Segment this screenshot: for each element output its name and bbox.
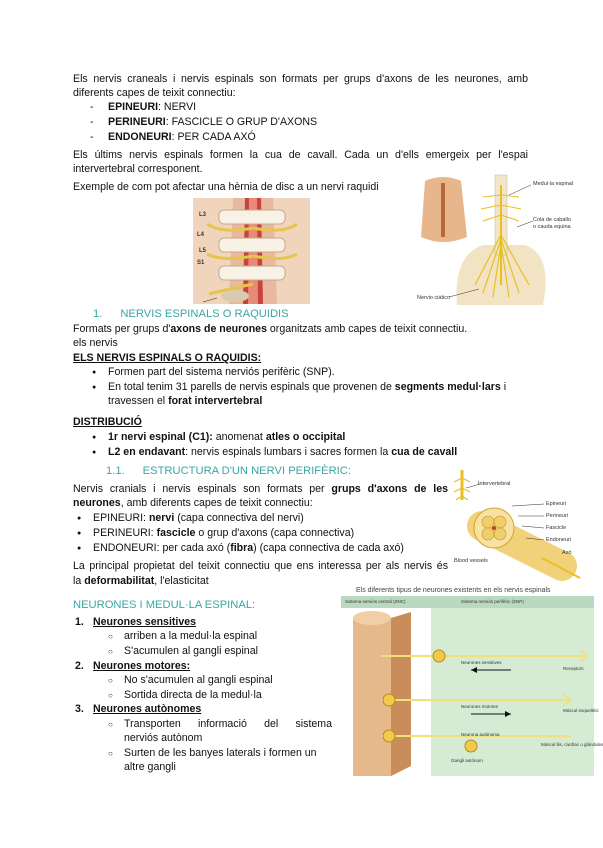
layer-epineuri: - EPINEURI: NERVI (108, 101, 196, 114)
cauda-paragraph-line-1: Els últims nervis espinals formen la cua de cavall. Cada un d'ells emergeix per l'espai (73, 149, 528, 161)
structure-bullet-perineuri: ● PERINEURI: fascicle o grup d'axons (capa connectiva) (93, 527, 354, 540)
spine-hernia-image (193, 198, 310, 304)
neuron-item-3-num: 3. (75, 703, 84, 715)
diagram-label-gangli-autonom: Gangli autònom (451, 758, 483, 763)
deformability-para-line-1: La principal propietat del teixit connectiu que ens interessa per als nervis és (73, 560, 448, 572)
diagram-label-motores: Neurones motores (461, 704, 499, 709)
neuron-item-2-sub-2: ○ Sortida directa de la medul·la (124, 689, 262, 702)
nerve-label-epineuri: Epineuri (546, 501, 567, 507)
spinal-nerves-bullet-2-cont: travessen el forat intervertebral (108, 395, 263, 407)
label-cauda-equina: o cauda equina (533, 224, 571, 230)
neuron-item-1-heading: Neurones sensitives (93, 616, 197, 628)
layer-endoneuri: - ENDONEURI: PER CADA AXÓ (108, 131, 256, 144)
section-1-1-para-line-2: neurones, amb diferents capes de teixit connectiu: (73, 497, 313, 509)
nerve-label-axo: Axó (562, 550, 572, 556)
intro-line-1: Els nervis craneals i nervis espinals son formats per grups d'axons de les neurones, amb (73, 73, 528, 85)
neuron-item-2-sub-1: ○ No s'acumulen al gangli espinal (124, 674, 273, 687)
diagram-label-muscul-llis: Múscul llis, cardíac o glàndules (541, 742, 603, 747)
spine-label-l3: L3 (199, 212, 207, 218)
section-1-heading: 1. NERVIS ESPINALS O RAQUIDIS (93, 308, 289, 320)
intro-line-2: diferents capes de teixit connectiu: (73, 87, 236, 99)
nerve-label-blood-vessels: Blood vessels (454, 558, 488, 564)
neuron-types-illustration (341, 596, 594, 776)
neuron-item-3-sub-2: ○ Surten de les banyes laterals i formen un (124, 747, 317, 760)
section-1-1-heading: 1.1. ESTRUCTURA D'UN NERVI PERIFÈRIC: (106, 465, 351, 477)
neuron-types-diagram (341, 596, 603, 776)
nerve-structure-image (452, 466, 582, 584)
section-1-1-para-line-1: Nervis cranials i nervis espinals son formats per grups d'axons de les (73, 483, 448, 495)
neuron-item-2-num: 2. (75, 660, 84, 672)
diagram-label-muscul-esqueletic: Múscul esquelètic (563, 708, 599, 713)
nerve-label-fascicle: Fascicle (546, 525, 567, 531)
neuron-item-1-num: 1. (75, 616, 84, 628)
label-nervio-ciatico: Nervio ciático (417, 295, 451, 301)
diagram-label-snc: Sistema nerviós central (SNC) (345, 599, 406, 604)
section-1-intro: Formats per grups d'axons de neurones organitzats amb capes de teixit connectiu. (73, 323, 468, 335)
nerve-label-endoneuri: Endoneuri (546, 537, 572, 543)
spinal-nerves-bullet-2: ● En total tenim 31 parells de nervis espinals que provenen de segments medul·lars i (108, 381, 506, 394)
cauda-paragraph-line-2: intervertebral corresponent. (73, 163, 203, 175)
spine-hernia-illustration (193, 198, 310, 304)
neuron-item-1-sub-1: ○ arriben a la medul·la espinal (124, 630, 257, 643)
spinal-nerves-bullet-1: ● Formen part del sistema nerviós perifèric (SNP). (108, 366, 335, 379)
neuron-item-3-sub-1: ○ Transporten informació del sistema (124, 718, 332, 731)
diagram-caption: Els diferents tipus de neurones existents en els nervis espinals (356, 587, 551, 594)
section-1-els-nervis: els nervis (73, 337, 118, 349)
cauda-equina-image (413, 175, 583, 305)
diagram-label-receptors: Receptors (563, 666, 584, 671)
spine-label-l4: L4 (197, 232, 205, 238)
diagram-label-sensitives: Neurones sensitives (461, 660, 502, 665)
neuron-item-3-sub-1-cont: nerviós autònom (124, 732, 203, 744)
layer-perineuri: - PERINEURI: FASCICLE O GRUP D'AXONS (108, 116, 317, 129)
spinal-nerves-subheading: ELS NERVIS ESPINALS O RAQUIDIS: (73, 352, 262, 364)
spine-label-l5: L5 (199, 248, 207, 254)
distribucio-heading: DISTRIBUCIÓ (73, 416, 142, 428)
neuron-item-3-sub-2-cont: altre gangli (124, 761, 176, 773)
deformability-para-line-2: la deformabilitat, l'elasticitat (73, 575, 209, 587)
diagram-label-autonoma: Neurona autònoma (461, 732, 500, 737)
label-cola-caballo: Cola de caballo (533, 217, 571, 223)
neuron-item-2-heading: Neurones motores: (93, 660, 191, 672)
neuron-item-3-heading: Neurones autònomes (93, 703, 202, 715)
spine-label-s1: S1 (197, 260, 205, 266)
diagram-label-snp: Sistema nerviós perifèric (SNP) (461, 599, 524, 604)
cauda-equina-illustration (413, 175, 583, 305)
distribucio-bullet-1: ● 1r nervi espinal (C1): anomenat atles o occipital (108, 431, 345, 444)
structure-bullet-endoneuri: ● ENDONEURI: per cada axó (fibra) (capa connectiva de cada axó) (93, 542, 404, 555)
label-medulla-espinal: Medul·la espinal (533, 181, 574, 187)
hernia-example-text: Exemple de com pot afectar una hèrnia de disc a un nervi raquidi (73, 181, 379, 193)
section-2-heading: NEURONES I MEDUL·LA ESPINAL: (73, 599, 256, 611)
neuron-item-1-sub-2: ○ S'acumulen al gangli espinal (124, 645, 258, 658)
structure-bullet-epineuri: ● EPINEURI: nervi (capa connectiva del nervi) (93, 512, 304, 525)
distribucio-bullet-2: ● L2 en endavant: nervis espinals lumbars i sacres formen la cua de cavall (108, 446, 457, 459)
nerve-label-perineuri: Perineuri (546, 513, 569, 519)
nerve-label-intervertebral: Intervertebral (478, 481, 511, 487)
